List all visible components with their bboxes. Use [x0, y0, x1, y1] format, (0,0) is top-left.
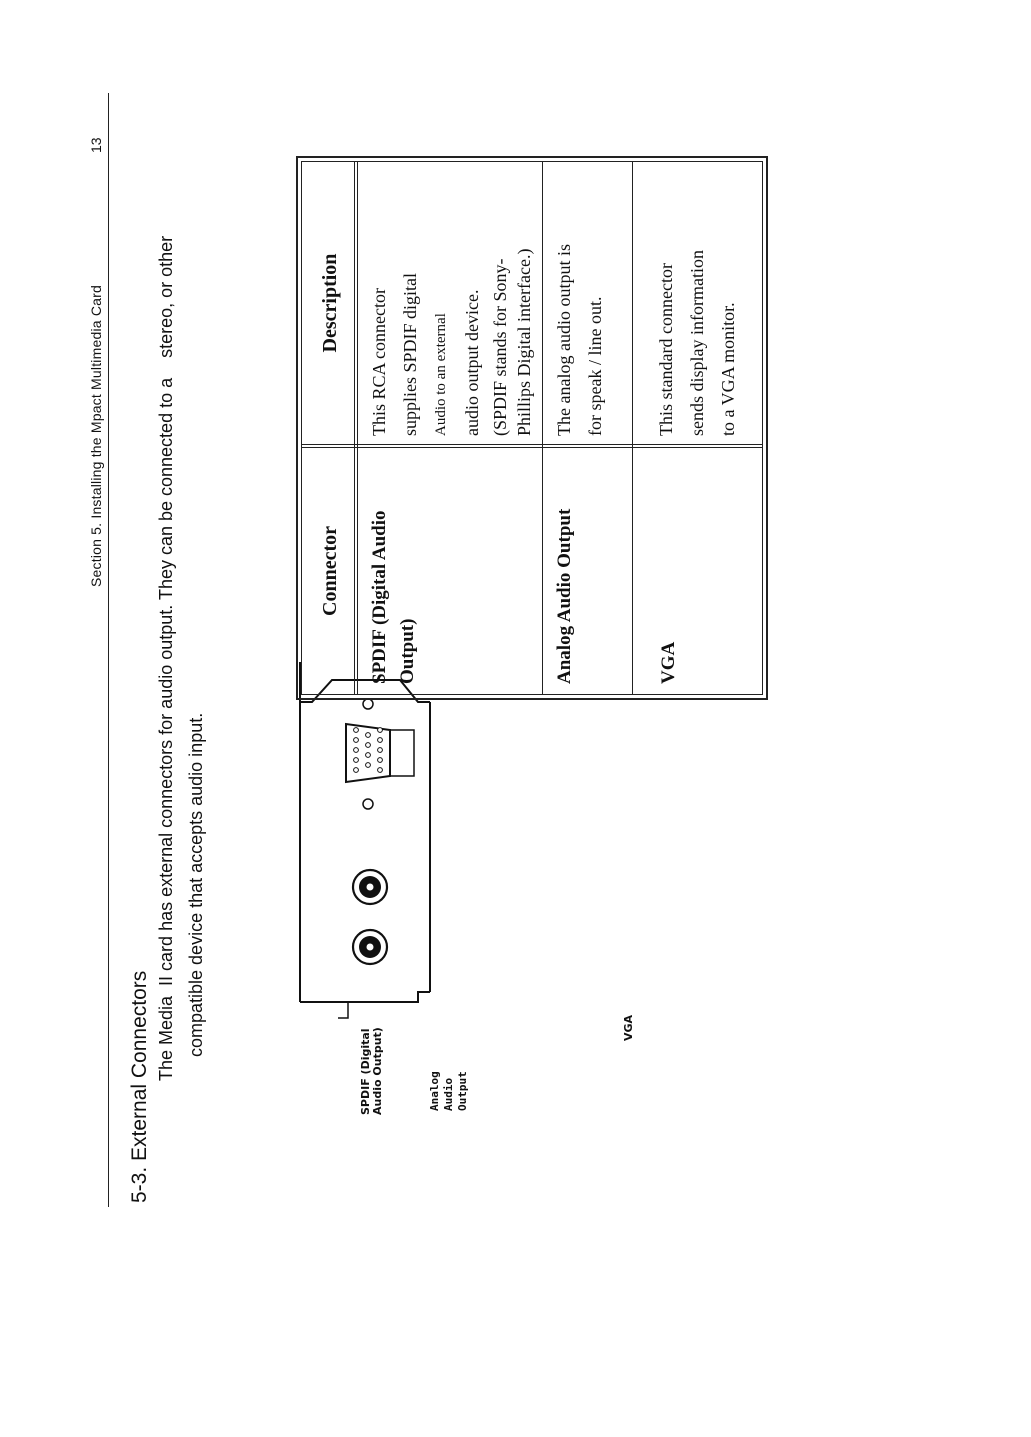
intro-text-line-2: compatible device that accepts audio input. — [186, 712, 206, 1057]
spdif-diagram-label — [360, 1027, 384, 1115]
connector-line: Analog Audio Output — [554, 508, 575, 684]
description-line: (SPDIF stands for Sony- — [490, 258, 510, 436]
description-line: The analog audio output is — [554, 244, 574, 436]
spdif-jack-icon — [353, 930, 387, 964]
running-head: Section 5. Installing the Mpact Multimedia Card — [88, 285, 104, 587]
table-cell-connector — [633, 448, 763, 694]
vga-diagram-label: VGA — [622, 1014, 635, 1041]
description-line: sends display information — [687, 250, 707, 436]
header-rule — [108, 93, 109, 1187]
table-cell-connector — [543, 448, 632, 694]
analog-label-line-2: Audio — [442, 1077, 455, 1111]
intro-text-line-1: The Media II card has external connectors for audio output. They can be connected to a stereo, or other — [156, 235, 176, 1081]
table-cell-description — [633, 158, 763, 444]
connector-line: Output) — [397, 618, 418, 684]
connector-table-inner — [301, 161, 763, 695]
table-cell-connector — [358, 448, 542, 694]
description-line: audio output device. — [462, 289, 482, 436]
description-line: for speak / line out. — [585, 296, 605, 436]
page-number: 13 — [88, 137, 104, 153]
table-cell-description — [543, 158, 632, 444]
description-line: This standard connector — [656, 263, 676, 436]
table-header-connector: Connector — [319, 526, 341, 616]
analog-jack-icon — [353, 870, 387, 904]
description-line: supplies SPDIF digital — [400, 272, 420, 436]
connector-table — [296, 156, 768, 700]
spdif-label-line-1: SPDIF (Digital — [359, 1028, 372, 1115]
description-line: Phillips Digital interface.) — [514, 248, 534, 436]
table-header-description: Description — [319, 253, 341, 353]
section-title: 5-3. External Connectors — [128, 970, 151, 1203]
analog-diagram-label — [428, 1071, 470, 1111]
analog-label-line-1: Analog — [428, 1071, 441, 1111]
table-cell-description — [358, 158, 542, 444]
connector-line: VGA — [658, 641, 679, 684]
connector-line: SPDIF (Digital Audio — [369, 510, 390, 684]
description-line: This RCA connector — [369, 288, 389, 436]
table-rule — [354, 162, 355, 694]
description-line: to a VGA monitor. — [718, 302, 738, 436]
description-line: Audio to an external — [433, 313, 449, 436]
analog-label-line-3: Output — [456, 1071, 469, 1111]
table-column-rule — [302, 444, 762, 445]
spdif-label-line-2: Audio Output) — [371, 1027, 384, 1115]
